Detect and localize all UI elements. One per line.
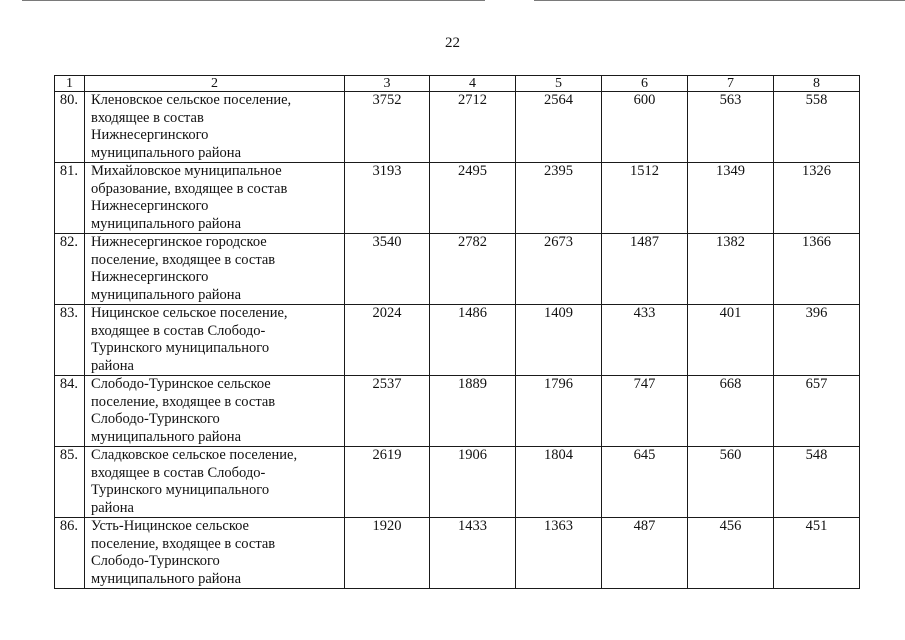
value-cell: 1512 xyxy=(602,163,688,234)
value-cell: 2537 xyxy=(345,376,430,447)
municipality-name-line: Сладковское сельское поселение, xyxy=(91,447,298,463)
column-header: 6 xyxy=(602,76,688,92)
value-cell: 1920 xyxy=(345,518,430,589)
municipality-name-line: Усть-Ницинское сельское xyxy=(91,518,249,534)
municipality-name-line: Туринского муниципального xyxy=(91,482,270,498)
table-row xyxy=(55,305,860,376)
value-cell: 563 xyxy=(688,92,774,163)
value-cell: 1382 xyxy=(688,234,774,305)
value-cell: 1366 xyxy=(774,234,860,305)
value-cell: 747 xyxy=(602,376,688,447)
municipality-name-line: Нижнесергинского xyxy=(91,269,209,285)
table-row xyxy=(55,92,860,163)
municipality-name xyxy=(85,518,345,589)
municipality-name-line: Слободо-Туринского xyxy=(91,553,220,569)
municipality-name-line: Нижнесергинского xyxy=(91,198,209,214)
table-row xyxy=(55,163,860,234)
municipality-name xyxy=(85,376,345,447)
value-cell: 1889 xyxy=(430,376,516,447)
value-cell: 1804 xyxy=(516,447,602,518)
table-row xyxy=(55,447,860,518)
municipality-name-line: поселение, входящее в состав xyxy=(91,393,276,410)
value-cell: 3193 xyxy=(345,163,430,234)
row-number: 84. xyxy=(55,376,85,447)
value-cell: 548 xyxy=(774,447,860,518)
data-table xyxy=(54,75,860,589)
municipality-name xyxy=(85,447,345,518)
value-cell: 1796 xyxy=(516,376,602,447)
value-cell: 1326 xyxy=(774,163,860,234)
column-header: 5 xyxy=(516,76,602,92)
table-row xyxy=(55,234,860,305)
value-cell: 645 xyxy=(602,447,688,518)
column-header: 7 xyxy=(688,76,774,92)
row-number: 80. xyxy=(55,92,85,163)
value-cell: 456 xyxy=(688,518,774,589)
value-cell: 600 xyxy=(602,92,688,163)
value-cell: 2495 xyxy=(430,163,516,234)
municipality-name-line: муниципального района xyxy=(91,286,241,303)
municipality-name-line: поселение, входящее в состав xyxy=(91,535,276,552)
row-number: 83. xyxy=(55,305,85,376)
value-cell: 451 xyxy=(774,518,860,589)
value-cell: 487 xyxy=(602,518,688,589)
value-cell: 2564 xyxy=(516,92,602,163)
table-header-row xyxy=(55,76,860,92)
municipality-name-line: муниципального района xyxy=(91,570,241,587)
municipality-name-line: Кленовское сельское поселение, xyxy=(91,92,292,108)
municipality-name xyxy=(85,234,345,305)
row-number: 86. xyxy=(55,518,85,589)
page-number: 22 xyxy=(445,35,460,51)
municipality-name-line: муниципального района xyxy=(91,215,241,232)
value-cell: 1349 xyxy=(688,163,774,234)
value-cell: 1487 xyxy=(602,234,688,305)
value-cell: 3540 xyxy=(345,234,430,305)
value-cell: 1363 xyxy=(516,518,602,589)
column-header: 3 xyxy=(345,76,430,92)
value-cell: 1433 xyxy=(430,518,516,589)
value-cell: 2673 xyxy=(516,234,602,305)
municipality-name-line: входящее в состав Слободо- xyxy=(91,464,266,481)
value-cell: 558 xyxy=(774,92,860,163)
value-cell: 396 xyxy=(774,305,860,376)
table-row xyxy=(55,518,860,589)
row-number: 82. xyxy=(55,234,85,305)
municipality-name-line: Нижнесергинского xyxy=(91,127,209,143)
column-header: 2 xyxy=(85,76,345,92)
value-cell: 657 xyxy=(774,376,860,447)
table-body xyxy=(55,92,860,589)
municipality-name-line: Нижнесергинское городское xyxy=(91,234,267,250)
municipality-name-line: Михайловское муниципальное xyxy=(91,163,282,179)
value-cell: 1906 xyxy=(430,447,516,518)
municipality-name-line: Туринского муниципального xyxy=(91,340,270,356)
municipality-name xyxy=(85,92,345,163)
municipality-name xyxy=(85,163,345,234)
row-number: 81. xyxy=(55,163,85,234)
value-cell: 433 xyxy=(602,305,688,376)
municipality-name-line: образование, входящее в состав xyxy=(91,180,288,197)
column-header: 8 xyxy=(774,76,860,92)
value-cell: 560 xyxy=(688,447,774,518)
value-cell: 3752 xyxy=(345,92,430,163)
value-cell: 401 xyxy=(688,305,774,376)
municipality-name-line: входящее в состав xyxy=(91,109,204,126)
municipality-name-line: Ницинское сельское поселение, xyxy=(91,305,288,321)
value-cell: 2782 xyxy=(430,234,516,305)
top-edge-line-left xyxy=(22,0,485,1)
column-header: 1 xyxy=(55,76,85,92)
value-cell: 1486 xyxy=(430,305,516,376)
municipality-name-line: муниципального района xyxy=(91,428,241,445)
value-cell: 1409 xyxy=(516,305,602,376)
row-number: 85. xyxy=(55,447,85,518)
value-cell: 2024 xyxy=(345,305,430,376)
municipality-name-line: муниципального района xyxy=(91,144,241,161)
municipality-name-line: поселение, входящее в состав xyxy=(91,251,276,268)
table-row xyxy=(55,376,860,447)
municipality-name xyxy=(85,305,345,376)
value-cell: 668 xyxy=(688,376,774,447)
municipality-name-line: входящее в состав Слободо- xyxy=(91,322,266,339)
municipality-name-line: района xyxy=(91,499,134,516)
value-cell: 2395 xyxy=(516,163,602,234)
top-edge-line-right xyxy=(534,0,905,1)
value-cell: 2619 xyxy=(345,447,430,518)
municipality-name-line: района xyxy=(91,357,134,374)
value-cell: 2712 xyxy=(430,92,516,163)
municipality-name-line: Слободо-Туринского xyxy=(91,411,220,427)
municipality-name-line: Слободо-Туринское сельское xyxy=(91,376,271,392)
column-header: 4 xyxy=(430,76,516,92)
